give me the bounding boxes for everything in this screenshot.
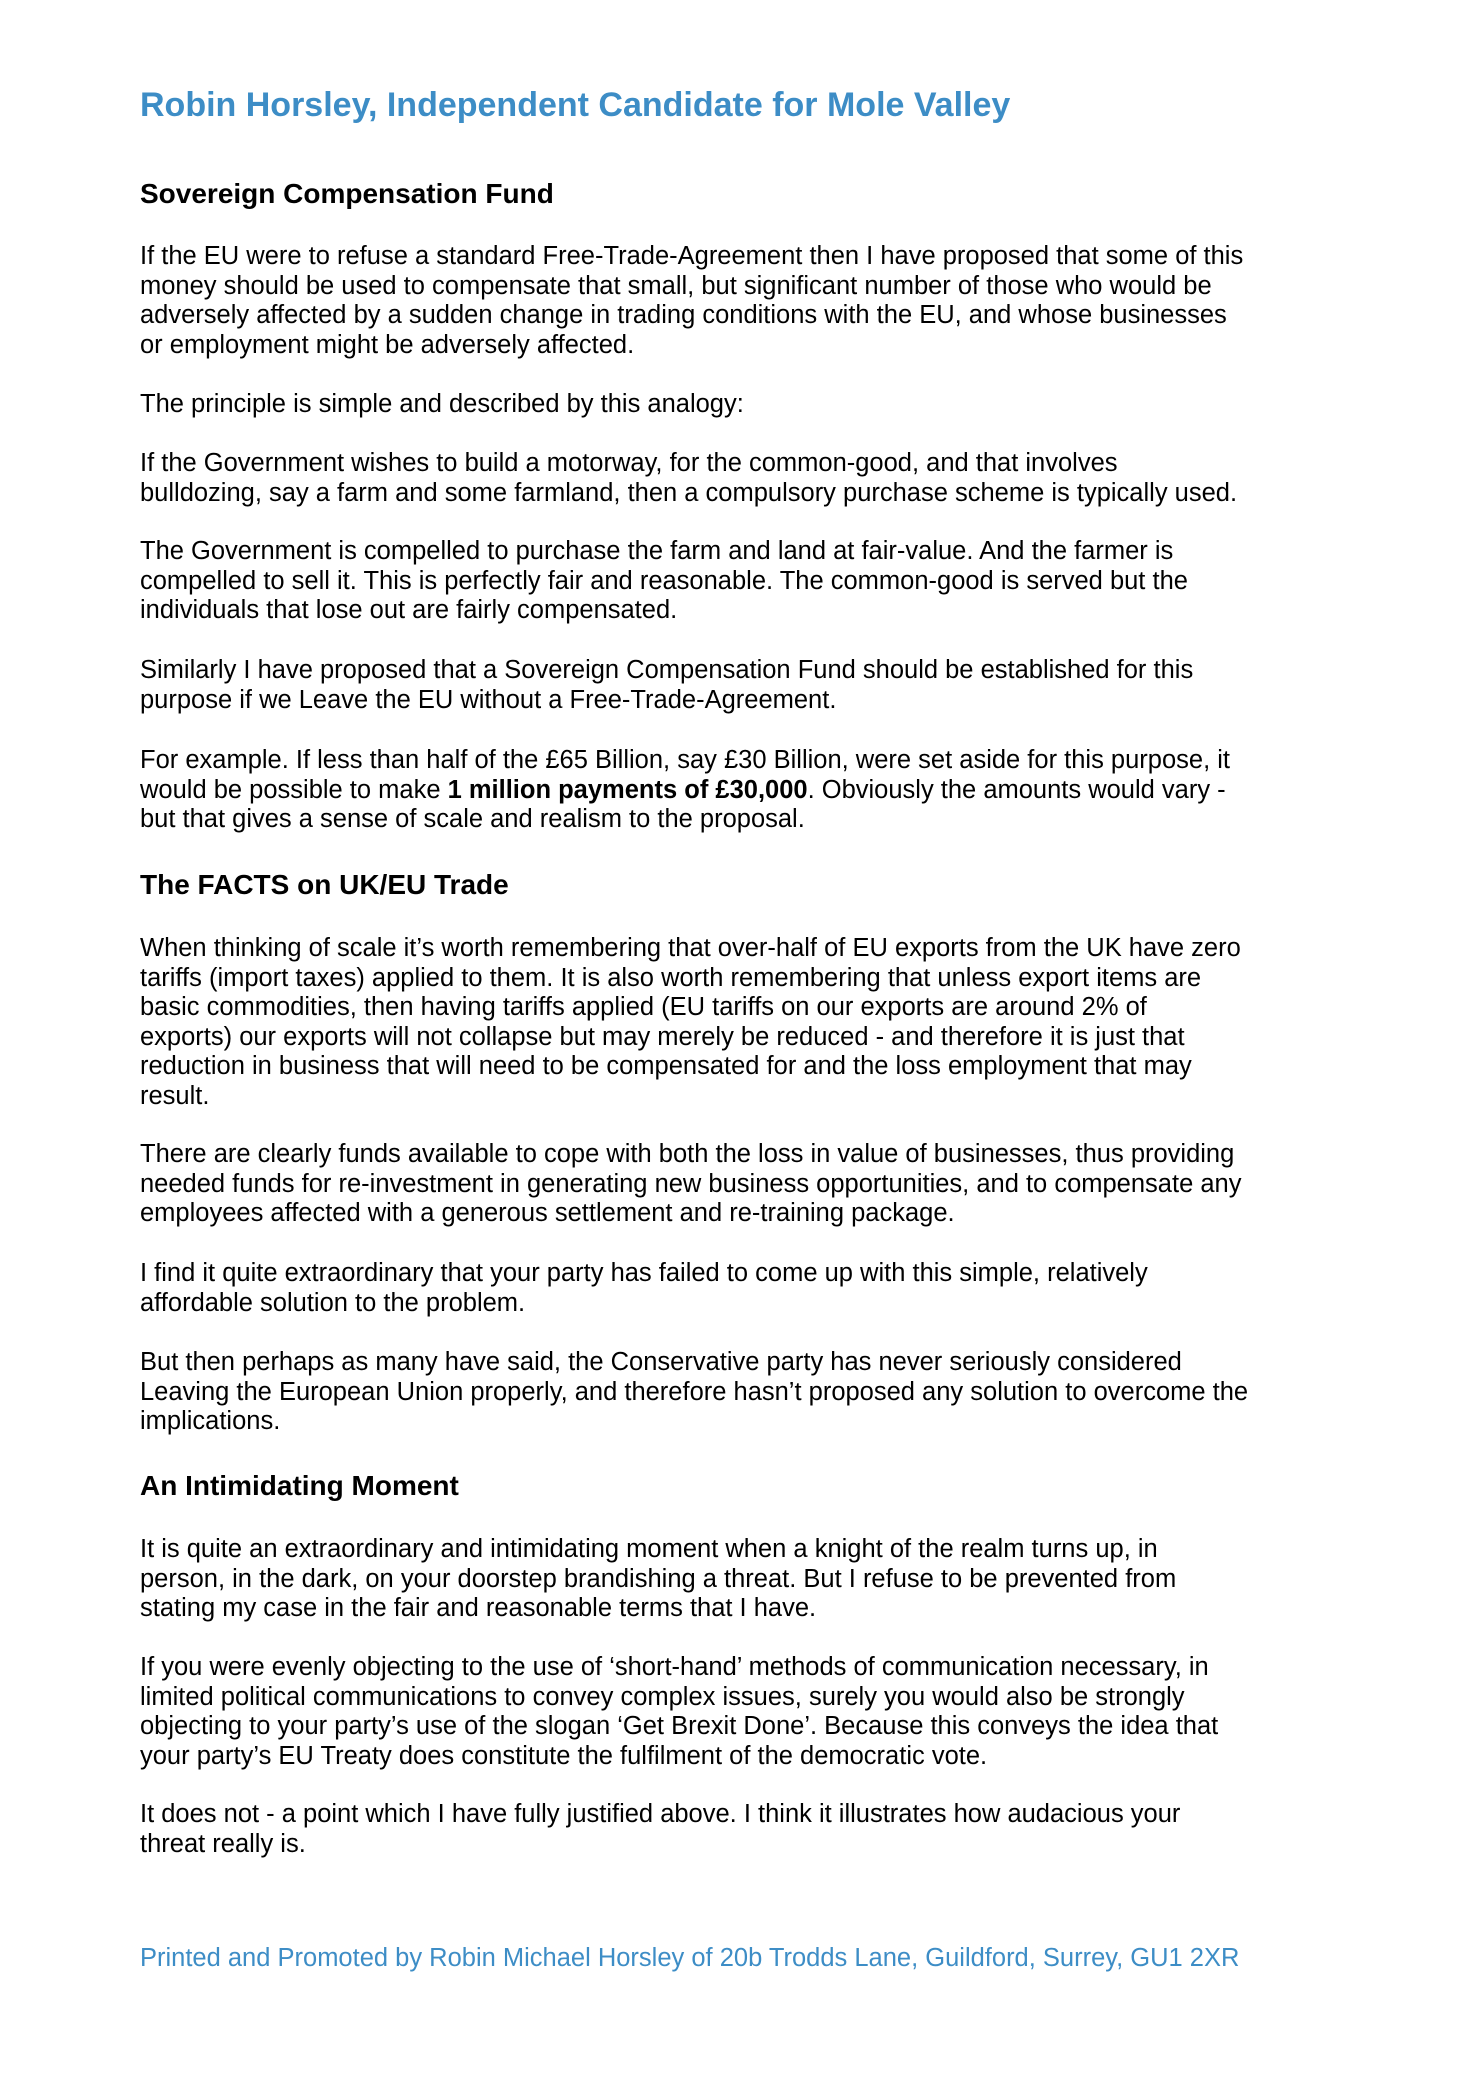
paragraph (140, 1348, 1350, 1437)
text-line: I find it quite extraordinary that your party has failed to come up with this simple, relatively (140, 1259, 1148, 1287)
text-line: The principle is simple and described by this analogy: (140, 390, 744, 418)
text-line: exports) our exports will not collapse but may merely be reduced - and therefore it is just that (140, 1022, 1185, 1051)
paragraph (140, 242, 1350, 360)
paragraph (140, 537, 1350, 626)
text-line: needed funds for re-investment in generating new business opportunities, and to compensate any (140, 1169, 1242, 1198)
page-title: Robin Horsley, Independent Candidate for Mole Valley (140, 86, 1011, 124)
paragraph (140, 1140, 1350, 1229)
text-line: affordable solution to the problem. (140, 1288, 526, 1317)
text-line: employees affected with a generous settlement and re-training package. (140, 1199, 955, 1228)
text-line: There are clearly funds available to cope with both the loss in value of businesses, thus providing (140, 1140, 1235, 1168)
text-line: implications. (140, 1407, 281, 1436)
paragraph (140, 1653, 1350, 1771)
text-line: purpose if we Leave the EU without a Free-Trade-Agreement. (140, 685, 837, 714)
text-line: compelled to sell it. This is perfectly fair and reasonable. The common-good is served but the (140, 566, 1188, 595)
text-line: Similarly I have proposed that a Sovereign Compensation Fund should be established for this (140, 656, 1194, 684)
section-heading-sovereign-fund: Sovereign Compensation Fund (140, 178, 554, 209)
text-line: threat really is. (140, 1829, 306, 1858)
section-heading-facts: The FACTS on UK/EU Trade (140, 869, 509, 900)
text-run: would be possible to make (140, 775, 448, 804)
text-line: Leaving the European Union properly, and therefore hasn’t proposed any solution to overcome the (140, 1377, 1249, 1406)
paragraph (140, 1535, 1350, 1624)
text-line: If the Government wishes to build a motorway, for the common-good, and that involves (140, 449, 1118, 477)
paragraph (140, 390, 1350, 420)
imprint-footer: Printed and Promoted by Robin Michael Horsley of 20b Trodds Lane, Guildford, Surrey, GU1 2XR (140, 1944, 1240, 1972)
text-line: person, in the dark, on your doorstep brandishing a threat. But I refuse to be prevented from (140, 1564, 1177, 1593)
text-line: It does not - a point which I have fully justified above. I think it illustrates how audacious your (140, 1800, 1181, 1828)
text-line: If you were evenly objecting to the use of ‘short-hand’ methods of communication necessary, in (140, 1653, 1209, 1681)
text-line: money should be used to compensate that small, but significant number of those who would be (140, 271, 1212, 300)
text-line: adversely affected by a sudden change in trading conditions with the EU, and whose businesses (140, 301, 1227, 330)
text-line: If the EU were to refuse a standard Free-Trade-Agreement then I have proposed that some of this (140, 242, 1244, 270)
text-line (140, 776, 1350, 806)
text-line: tariffs (import taxes) applied to them. It is also worth remembering that unless export items are (140, 963, 1202, 992)
paragraph (140, 449, 1350, 508)
text-line: individuals that lose out are fairly compensated. (140, 596, 678, 625)
paragraph (140, 1800, 1350, 1859)
paragraph (140, 656, 1350, 715)
text-line: For example. If less than half of the £65 Billion, say £30 Billion, were set aside for this purpose, it (140, 746, 1230, 774)
paragraph (140, 1259, 1350, 1318)
bold-text: 1 million payments of £30,000 (447, 775, 808, 804)
text-line: your party’s EU Treaty does constitute the fulfilment of the democratic vote. (140, 1741, 988, 1770)
paragraph (140, 934, 1350, 1112)
text-line: but that gives a sense of scale and realism to the proposal. (140, 805, 805, 834)
text-line: basic commodities, then having tariffs applied (EU tariffs on our exports are around 2% of (140, 993, 1147, 1022)
text-line: stating my case in the fair and reasonable terms that I have. (140, 1594, 817, 1623)
text-line: But then perhaps as many have said, the Conservative party has never seriously considered (140, 1348, 1182, 1376)
text-line: When thinking of scale it’s worth remembering that over-half of EU exports from the UK have zero (140, 934, 1241, 962)
text-line: limited political communications to convey complex issues, surely you would also be strongly (140, 1682, 1185, 1711)
text-line: result. (140, 1081, 210, 1110)
text-run: . Obviously the amounts would vary - (807, 775, 1226, 804)
text-line: or employment might be adversely affected. (140, 330, 635, 359)
text-line: bulldozing, say a farm and some farmland, then a compulsory purchase scheme is typically used. (140, 478, 1238, 507)
section-heading-intimidating: An Intimidating Moment (140, 1470, 459, 1501)
text-line: reduction in business that will need to be compensated for and the loss employment that may (140, 1052, 1192, 1081)
text-line: The Government is compelled to purchase the farm and land at fair-value. And the farmer is (140, 537, 1174, 565)
text-line: It is quite an extraordinary and intimidating moment when a knight of the realm turns up, in (140, 1535, 1158, 1563)
text-line: objecting to your party’s use of the slogan ‘Get Brexit Done’. Because this conveys the idea that (140, 1712, 1219, 1741)
paragraph (140, 746, 1350, 835)
